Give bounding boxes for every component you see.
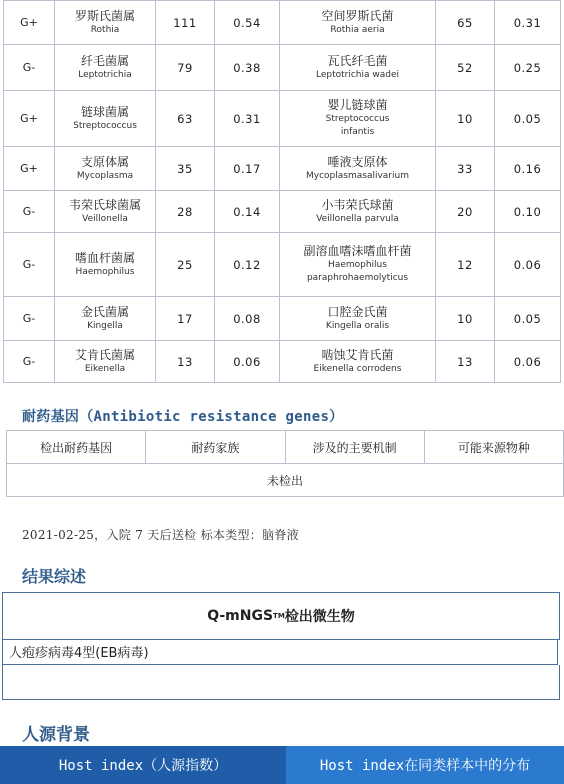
microbe-row: [4, 91, 561, 147]
summary-header-suffix: 检出微生物: [284, 609, 355, 625]
genus-name-cn: 支原体属: [80, 154, 129, 169]
species-reads-cell: 13: [436, 341, 495, 383]
genus-reads-cell: 79: [156, 45, 215, 91]
species-name-latin: [282, 259, 433, 285]
gram-stain-cell: G-: [4, 341, 55, 383]
summary-item: 人疱疹病毒4型(EB病毒): [2, 639, 558, 665]
species-cell: [280, 297, 436, 341]
genus-name-cn: 纤毛菌属: [80, 53, 129, 68]
species-percent-cell: 0.16: [495, 147, 561, 191]
species-reads-cell: 52: [436, 45, 495, 91]
microbe-row: [4, 191, 561, 233]
genus-cell: [55, 297, 156, 341]
species-cell: [280, 147, 436, 191]
species-name-latin: [282, 24, 433, 37]
resistance-empty-row: [7, 464, 564, 497]
genus-percent-cell: 0.17: [215, 147, 280, 191]
host-header-bar: [0, 746, 564, 784]
species-name-cn: 瓦氏纤毛菌: [327, 53, 388, 68]
resistance-header-cell: 检出耐药基因: [7, 431, 146, 464]
genus-name-cn: 嗜血杆菌属: [74, 250, 135, 265]
species-name-latin: [282, 113, 433, 139]
species-percent-cell: 0.10: [495, 191, 561, 233]
resistance-empty-cell: 未检出: [7, 464, 564, 497]
microbe-row: [4, 297, 561, 341]
host-section-title: 人源背景: [22, 725, 90, 745]
resistance-header-cell: 可能来源物种: [424, 431, 563, 464]
genus-name-latin: Veillonella: [82, 213, 128, 224]
genus-cell: [55, 1, 156, 45]
species-latin-line: Haemophilus: [328, 260, 387, 270]
species-latin-line: Rothia aeria: [330, 24, 385, 35]
genus-name-latin: Leptotrichia: [78, 69, 132, 80]
gram-stain-cell: G-: [4, 45, 55, 91]
genus-cell: [55, 191, 156, 233]
species-latin-line: Streptococcus: [325, 114, 390, 124]
resistance-header-cell: 涉及的主要机制: [285, 431, 424, 464]
genus-percent-cell: 0.54: [215, 1, 280, 45]
resistance-section-title: 耐药基因（Antibiotic resistance genes）: [22, 409, 344, 425]
species-reads-cell: 65: [436, 1, 495, 45]
species-percent-cell: 0.31: [495, 1, 561, 45]
species-cell: [280, 1, 436, 45]
genus-name-cn: 链球菌属: [80, 104, 129, 119]
species-name-cn: 空间罗斯氏菌: [321, 8, 394, 23]
species-latin-line: Veillonella parvula: [316, 213, 399, 224]
genus-name-cn: 金氏菌属: [80, 304, 129, 319]
species-name-cn: 唾液支原体: [327, 154, 388, 169]
species-reads-cell: 10: [436, 91, 495, 147]
species-percent-cell: 0.05: [495, 297, 561, 341]
species-latin-line: Leptotrichia wadei: [315, 69, 400, 80]
species-cell: [280, 91, 436, 147]
gram-stain-cell: G-: [4, 297, 55, 341]
species-name-latin: [282, 69, 433, 82]
resistance-table: [6, 430, 564, 497]
genus-reads-cell: 111: [156, 1, 215, 45]
species-latin-line: Eikenella corrodens: [313, 363, 402, 374]
gram-stain-cell: G-: [4, 233, 55, 297]
genus-name-cn: 罗斯氏菌属: [74, 8, 135, 23]
species-percent-cell: 0.06: [495, 341, 561, 383]
gram-stain-cell: G+: [4, 147, 55, 191]
species-name-latin: [282, 170, 433, 183]
genus-cell: [55, 341, 156, 383]
trademark-mark: TM: [273, 612, 285, 620]
species-name-latin: [282, 320, 433, 333]
microbe-row: [4, 233, 561, 297]
genus-reads-cell: 35: [156, 147, 215, 191]
microbe-table: [3, 0, 561, 383]
species-name-cn: 婴儿链球菌: [327, 98, 388, 112]
genus-percent-cell: 0.38: [215, 45, 280, 91]
species-reads-cell: 20: [436, 191, 495, 233]
summary-empty-area: [2, 665, 560, 700]
species-reads-cell: 10: [436, 297, 495, 341]
species-cell: [280, 45, 436, 91]
genus-percent-cell: 0.12: [215, 233, 280, 297]
species-percent-cell: 0.05: [495, 91, 561, 147]
genus-percent-cell: 0.31: [215, 91, 280, 147]
summary-header: [2, 592, 560, 640]
result-summary-title: 结果综述: [22, 567, 87, 586]
genus-name-latin: Mycoplasma: [76, 170, 134, 181]
species-name-cn: 口腔金氏菌: [327, 304, 388, 319]
genus-reads-cell: 17: [156, 297, 215, 341]
species-latin-line: Mycoplasmasalivarium: [306, 170, 409, 181]
resistance-header-row: [7, 431, 564, 464]
genus-cell: [55, 45, 156, 91]
genus-name-latin: Haemophilus: [75, 266, 135, 277]
genus-cell: [55, 147, 156, 191]
species-cell: [280, 233, 436, 297]
microbe-row: [4, 147, 561, 191]
gram-stain-cell: G+: [4, 91, 55, 147]
microbe-row: [4, 45, 561, 91]
gram-stain-cell: G-: [4, 191, 55, 233]
species-latin-line: Kingella oralis: [325, 320, 390, 331]
species-name-cn: 啮蚀艾肯氏菌: [321, 347, 394, 362]
species-name-cn: 副溶血嗜沫嗜血杆菌: [303, 244, 412, 258]
host-index-header: Host index（人源指数）: [0, 746, 286, 784]
genus-percent-cell: 0.06: [215, 341, 280, 383]
genus-cell: [55, 91, 156, 147]
genus-reads-cell: 28: [156, 191, 215, 233]
species-name-cn: 小韦荣氏球菌: [321, 197, 394, 212]
species-cell: [280, 341, 436, 383]
genus-cell: [55, 233, 156, 297]
resistance-header-cell: 耐药家族: [146, 431, 285, 464]
genus-percent-cell: 0.14: [215, 191, 280, 233]
genus-name-latin: Kingella: [87, 320, 123, 331]
species-percent-cell: 0.25: [495, 45, 561, 91]
genus-name-latin: Eikenella: [84, 363, 126, 374]
microbe-row: [4, 341, 561, 383]
species-latin-line: paraphrohaemolyticus: [306, 273, 409, 283]
species-name-latin: [282, 213, 433, 226]
genus-name-latin: Rothia: [90, 24, 120, 35]
species-cell: [280, 191, 436, 233]
genus-percent-cell: 0.08: [215, 297, 280, 341]
genus-reads-cell: 13: [156, 341, 215, 383]
species-latin-line: infantis: [340, 127, 375, 137]
species-percent-cell: 0.06: [495, 233, 561, 297]
sample-info: 2021-02-25，入院 7 天后送检 标本类型：脑脊液: [22, 528, 299, 542]
gram-stain-cell: G+: [4, 1, 55, 45]
genus-reads-cell: 63: [156, 91, 215, 147]
species-reads-cell: 12: [436, 233, 495, 297]
species-reads-cell: 33: [436, 147, 495, 191]
genus-name-latin: Streptococcus: [73, 120, 137, 131]
genus-name-cn: 艾肯氏菌属: [74, 347, 135, 362]
genus-reads-cell: 25: [156, 233, 215, 297]
summary-header-brand: Q-mNGS: [207, 608, 274, 624]
genus-name-cn: 韦荣氏球菌属: [68, 197, 141, 212]
host-distribution-header: Host index在同类样本中的分布: [286, 746, 564, 784]
microbe-row: [4, 1, 561, 45]
species-name-latin: [282, 363, 433, 376]
